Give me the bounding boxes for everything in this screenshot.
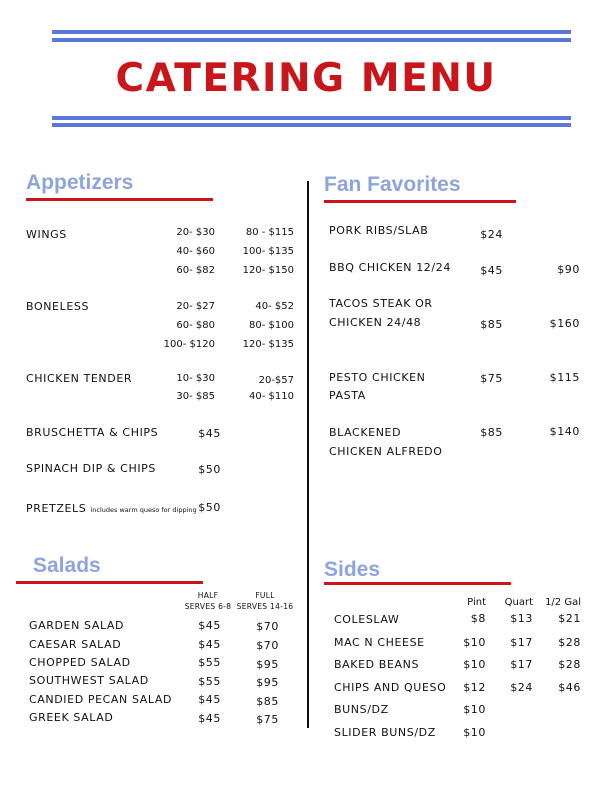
side-1-quart: $13 xyxy=(510,612,533,625)
fav-item-3-name-2: CHICKEN 24/48 xyxy=(329,316,422,329)
wings-label: WINGS xyxy=(26,228,67,241)
fav-item-4-name-1: PESTO CHICKEN xyxy=(329,371,426,384)
wings-large-1: 80 - $115 xyxy=(245,227,294,238)
boneless-large-1: 40- $52 xyxy=(255,301,294,312)
fav-item-2-price-2: $90 xyxy=(557,263,580,276)
side-2-pint: $10 xyxy=(463,636,486,649)
salad-2-full: $70 xyxy=(256,639,279,652)
salad-2-half: $45 xyxy=(198,638,221,651)
side-4-quart: $24 xyxy=(510,681,533,694)
pretzels-label: PRETZELS xyxy=(26,502,87,515)
side-6-name: SLIDER BUNS/DZ xyxy=(334,726,436,739)
tender-large-2: 40- $110 xyxy=(249,391,294,402)
salad-4-full: $95 xyxy=(256,676,279,689)
salads-half-serves: SERVES 6-8 xyxy=(184,602,232,611)
side-1-pint: $8 xyxy=(470,612,486,625)
wings-large-3: 120- $150 xyxy=(242,265,294,276)
fav-item-2-name: BBQ CHICKEN 12/24 xyxy=(329,261,451,274)
boneless-small-3: 100- $120 xyxy=(163,339,215,350)
sides-title: Sides xyxy=(324,558,381,581)
side-3-name: BAKED BEANS xyxy=(334,658,420,671)
boneless-small-2: 60- $80 xyxy=(176,320,215,331)
bruschetta-label: BRUSCHETTA & CHIPS xyxy=(26,426,159,439)
fav-item-2-price-1: $45 xyxy=(480,264,503,277)
fav-item-5-name-1: BLACKENED xyxy=(329,426,402,439)
salad-5-half: $45 xyxy=(198,693,221,706)
side-4-half-gal: $46 xyxy=(558,681,581,694)
salads-full-serves: SERVES 14-16 xyxy=(236,602,294,611)
sides-header-quart: Quart xyxy=(504,597,533,608)
tender-large-1: 20-$57 xyxy=(258,375,294,386)
sides-header-half-gal: 1/2 Gal xyxy=(545,597,581,608)
spinach-label: SPINACH DIP & CHIPS xyxy=(26,462,156,475)
side-5-name: BUNS/DZ xyxy=(334,703,389,716)
sides-underline xyxy=(324,582,511,585)
wings-small-2: 40- $60 xyxy=(176,246,215,257)
boneless-label: BONELESS xyxy=(26,300,90,313)
fav-item-4-name-2: PASTA xyxy=(329,389,366,402)
salad-3-full: $95 xyxy=(256,658,279,671)
side-5-pint: $10 xyxy=(463,703,486,716)
header-rule-top-1 xyxy=(52,30,571,34)
salad-2-name: CAESAR SALAD xyxy=(29,638,122,651)
fav-item-5-price-1: $85 xyxy=(480,426,503,439)
wings-small-3: 60- $82 xyxy=(176,265,215,276)
salad-6-half: $45 xyxy=(198,712,221,725)
salad-5-full: $85 xyxy=(256,695,279,708)
pretzels-item xyxy=(26,502,197,515)
salad-1-full: $70 xyxy=(256,620,279,633)
salad-1-half: $45 xyxy=(198,619,221,632)
side-1-name: COLESLAW xyxy=(334,613,400,626)
side-3-quart: $17 xyxy=(510,658,533,671)
salad-3-half: $55 xyxy=(198,656,221,669)
fav-item-1-price: $24 xyxy=(480,228,503,241)
side-2-name: MAC N CHEESE xyxy=(334,636,425,649)
wings-large-2: 100- $135 xyxy=(242,246,294,257)
tender-small-1: 10- $30 xyxy=(176,373,215,384)
boneless-large-2: 80- $100 xyxy=(249,320,294,331)
wings-small-1: 20- $30 xyxy=(176,227,215,238)
appetizers-underline xyxy=(26,198,213,201)
fav-item-4-price-1: $75 xyxy=(480,372,503,385)
fav-item-3-name-1: TACOS STEAK OR xyxy=(329,297,433,310)
salad-3-name: CHOPPED SALAD xyxy=(29,656,131,669)
header-rule-bottom-2 xyxy=(52,123,571,127)
boneless-small-1: 20- $27 xyxy=(176,301,215,312)
salad-1-name: GARDEN SALAD xyxy=(29,619,125,632)
salads-underline xyxy=(16,581,203,584)
side-3-half-gal: $28 xyxy=(558,658,581,671)
salad-4-name: SOUTHWEST SALAD xyxy=(29,674,149,687)
header-rule-top-2 xyxy=(52,38,571,42)
tender-label: CHICKEN TENDER xyxy=(26,372,133,385)
tender-small-2: 30- $85 xyxy=(176,391,215,402)
page-title: CATERING MENU xyxy=(115,56,497,101)
boneless-large-3: 120- $135 xyxy=(242,339,294,350)
side-3-pint: $10 xyxy=(463,658,486,671)
pretzels-price: $50 xyxy=(198,501,221,514)
fav-item-1-name: PORK RIBS/SLAB xyxy=(329,224,429,237)
fav-item-5-name-2: CHICKEN ALFREDO xyxy=(329,445,443,458)
side-6-pint: $10 xyxy=(463,726,486,739)
salads-full-header xyxy=(235,590,295,612)
fav-item-3-price-2: $160 xyxy=(549,317,580,330)
bruschetta-price: $45 xyxy=(198,427,221,440)
salad-4-half: $55 xyxy=(198,675,221,688)
side-1-half-gal: $21 xyxy=(558,612,581,625)
side-2-quart: $17 xyxy=(510,636,533,649)
appetizers-title: Appetizers xyxy=(26,171,134,194)
fav-item-3-price-1: $85 xyxy=(480,318,503,331)
pretzels-note: includes warm queso for dipping xyxy=(90,506,197,514)
fan-favorites-underline xyxy=(324,200,516,203)
salads-half-label: HALF xyxy=(197,591,219,600)
side-4-name: CHIPS AND QUESO xyxy=(334,681,447,694)
salads-half-header xyxy=(178,590,238,612)
salads-title: Salads xyxy=(33,554,101,577)
header-rule-bottom-1 xyxy=(52,116,571,120)
fav-item-5-price-2: $140 xyxy=(549,425,580,438)
sides-header-pint: Pint xyxy=(467,597,486,608)
fav-item-4-price-2: $115 xyxy=(549,371,580,384)
salad-6-name: GREEK SALAD xyxy=(29,711,114,724)
side-4-pint: $12 xyxy=(463,681,486,694)
salad-6-full: $75 xyxy=(256,713,279,726)
column-divider xyxy=(307,181,309,728)
salads-full-label: FULL xyxy=(255,591,275,600)
spinach-price: $50 xyxy=(198,463,221,476)
fan-favorites-title: Fan Favorites xyxy=(324,173,461,196)
salad-5-name: CANDIED PECAN SALAD xyxy=(29,693,173,706)
side-2-half-gal: $28 xyxy=(558,636,581,649)
